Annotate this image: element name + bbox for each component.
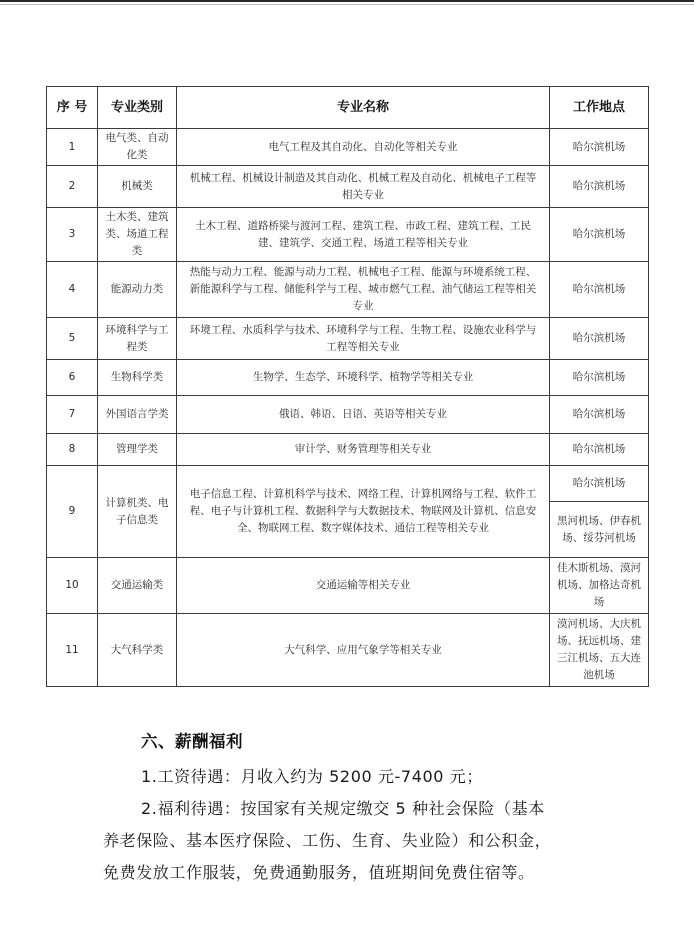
row-location: 哈尔滨机场 (550, 466, 649, 502)
paragraph-benefits-line2: 养老保险、基本医疗保险、工伤、生育、失业险）和公积金， (103, 831, 552, 850)
row-category: 土木类、建筑类、场道工程类 (98, 208, 177, 262)
table-row (47, 208, 649, 262)
row-majors: 大气科学、应用气象学等相关专业 (177, 614, 550, 687)
row-majors: 交通运输等相关专业 (177, 558, 550, 614)
row-no: 2 (47, 166, 98, 208)
table-header-row (47, 87, 649, 129)
row-category: 机械类 (98, 166, 177, 208)
row-no: 4 (47, 262, 98, 318)
row-location: 哈尔滨机场 (550, 208, 649, 262)
header-category: 专业类别 (98, 87, 177, 129)
row-no: 10 (47, 558, 98, 614)
row-category: 环境科学与工程类 (98, 318, 177, 360)
paragraph-benefits-line1: 2.福利待遇：按国家有关规定缴交 5 种社会保险（基本 (141, 799, 545, 818)
table-row (47, 396, 649, 434)
table-row (47, 434, 649, 466)
row-majors: 俄语、韩语、日语、英语等相关专业 (177, 396, 550, 434)
row-location: 哈尔滨机场 (550, 360, 649, 396)
row-category: 管理学类 (98, 434, 177, 466)
top-border-line (0, 0, 694, 2)
row-category: 外国语言学类 (98, 396, 177, 434)
row-category: 生物科学类 (98, 360, 177, 396)
header-location: 工作地点 (550, 87, 649, 129)
table-row (47, 614, 649, 687)
section-title-salary-benefits: 六、薪酬福利 (141, 732, 243, 751)
header-no: 序 号 (47, 87, 98, 129)
row-no: 8 (47, 434, 98, 466)
table-row (47, 318, 649, 360)
table-row (47, 129, 649, 166)
row-category: 能源动力类 (98, 262, 177, 318)
row-no: 11 (47, 614, 98, 687)
table-row (47, 360, 649, 396)
table-row (47, 558, 649, 614)
row-majors: 电气工程及其自动化、自动化等相关专业 (177, 129, 550, 166)
table-row (47, 262, 649, 318)
row-majors: 环境工程、水质科学与技术、环境科学与工程、生物工程、设施农业科学与工程等相关专业 (177, 318, 550, 360)
table-row (47, 466, 649, 502)
row-majors: 机械工程、机械设计制造及其自动化、机械工程及自动化、机械电子工程等相关专业 (177, 166, 550, 208)
top-border-line-secondary (0, 4, 694, 5)
row-category: 大气科学类 (98, 614, 177, 687)
row-location: 哈尔滨机场 (550, 262, 649, 318)
row-no: 6 (47, 360, 98, 396)
row-category: 计算机类、电子信息类 (98, 466, 177, 558)
majors-table (46, 86, 649, 687)
row-no: 1 (47, 129, 98, 166)
row-location: 哈尔滨机场 (550, 129, 649, 166)
row-location: 哈尔滨机场 (550, 318, 649, 360)
row-majors: 生物学、生态学、环境科学、植物学等相关专业 (177, 360, 550, 396)
row-location: 哈尔滨机场 (550, 396, 649, 434)
row-location: 哈尔滨机场 (550, 434, 649, 466)
row-majors: 电子信息工程、计算机科学与技术、网络工程、计算机网络与工程、软件工程、电子与计算机工程、数据科学与大数据技术、物联网及计算机、信息安全、物联网工程、数字媒体技术、通信工程等相关专业 (177, 466, 550, 558)
row-category: 交通运输类 (98, 558, 177, 614)
paragraph-benefits-line3: 免费发放工作服装，免费通勤服务，值班期间免费住宿等。 (103, 863, 535, 882)
row-majors: 热能与动力工程、能源与动力工程、机械电子工程、能源与环境系统工程、新能源科学与工程、储能科学与工程、城市燃气工程、油气储运工程等相关专业 (177, 262, 550, 318)
header-majors: 专业名称 (177, 87, 550, 129)
row-no: 5 (47, 318, 98, 360)
row-location: 佳木斯机场、漠河机场、加格达奇机场 (550, 558, 649, 614)
table-row (47, 166, 649, 208)
row-location: 黑河机场、伊春机场、绥芬河机场 (550, 502, 649, 558)
row-no: 7 (47, 396, 98, 434)
row-category: 电气类、自动化类 (98, 129, 177, 166)
row-no: 3 (47, 208, 98, 262)
paragraph-salary: 1.工资待遇：月收入约为 5200 元-7400 元； (141, 767, 483, 786)
row-majors: 审计学、财务管理等相关专业 (177, 434, 550, 466)
row-location: 哈尔滨机场 (550, 166, 649, 208)
row-no: 9 (47, 466, 98, 558)
row-majors: 土木工程、道路桥梁与渡河工程、建筑工程、市政工程、建筑工程、工民建、建筑学、交通工程、场道工程等相关专业 (177, 208, 550, 262)
row-location: 漠河机场、大庆机场、抚远机场、建三江机场、五大连池机场 (550, 614, 649, 687)
